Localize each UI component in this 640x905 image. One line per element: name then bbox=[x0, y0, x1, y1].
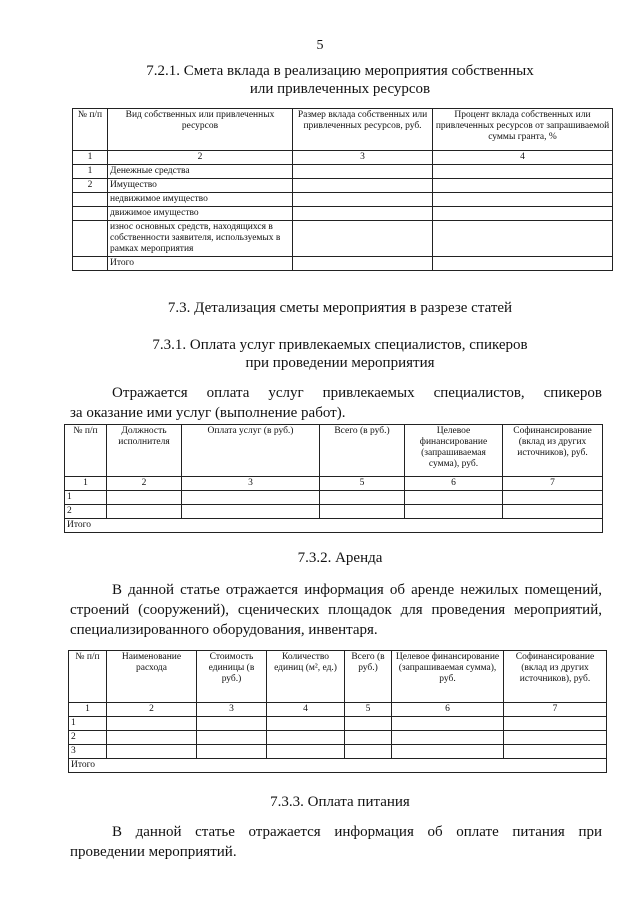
resource-type: Денежные средства bbox=[108, 165, 293, 179]
total-label: Итого bbox=[108, 257, 293, 271]
table-cell bbox=[107, 717, 197, 731]
section-73-title: 7.3. Детализация сметы мероприятия в разрезе статей bbox=[167, 300, 513, 316]
paragraph-line: В данной статье отражается информация об оплате питания при bbox=[112, 824, 602, 840]
table-cell bbox=[197, 731, 267, 745]
column-header: Целевое финансирование (запрашиваемая сумма), руб. bbox=[392, 651, 504, 703]
table-total-row bbox=[65, 519, 603, 533]
contribution-percent bbox=[433, 193, 613, 207]
column-number: 3 bbox=[182, 477, 320, 491]
column-number: 2 bbox=[107, 477, 182, 491]
column-number: 1 bbox=[69, 703, 107, 717]
numbering-row bbox=[73, 151, 613, 165]
table-cell bbox=[392, 717, 504, 731]
table-row bbox=[69, 731, 607, 745]
table-cell bbox=[345, 717, 392, 731]
column-header: Софинансирование (вклад из других источников), руб. bbox=[503, 425, 603, 477]
page-number: 5 bbox=[316, 38, 324, 53]
table-cell bbox=[182, 505, 320, 519]
column-header: Оплата услуг (в руб.) bbox=[182, 425, 320, 477]
column-number: 5 bbox=[320, 477, 405, 491]
column-number: 3 bbox=[197, 703, 267, 717]
table-row bbox=[73, 179, 613, 193]
contribution-percent bbox=[433, 179, 613, 193]
column-number: 1 bbox=[65, 477, 107, 491]
contribution-amount bbox=[293, 221, 433, 257]
section-732-title: 7.3.2. Аренда bbox=[297, 550, 383, 566]
resource-type: недвижимое имущество bbox=[108, 193, 293, 207]
row-number: 3 bbox=[69, 745, 107, 759]
paragraph-line: строений (сооружений), сценических площадок для проведения мероприятий, специализированного оборудования, инвентаря. bbox=[70, 602, 602, 638]
numbering-row bbox=[65, 477, 603, 491]
table-cell bbox=[504, 745, 607, 759]
row-number bbox=[73, 193, 108, 207]
section-721-title-line2: или привлеченных ресурсов bbox=[249, 81, 431, 97]
paragraph-line: В данной статье отражается информация об аренде нежилых помещений, bbox=[112, 582, 602, 598]
section-721-title bbox=[60, 62, 620, 98]
section-731-title-line1: 7.3.1. Оплата услуг привлекаемых специалистов, спикеров bbox=[152, 337, 528, 353]
row-number bbox=[73, 207, 108, 221]
table-cell bbox=[107, 745, 197, 759]
section-731-title bbox=[60, 336, 620, 372]
column-header: Наименование расхода bbox=[107, 651, 197, 703]
total-label: Итого bbox=[69, 759, 607, 773]
paragraph-line: Отражается оплата услуг привлекаемых специалистов, спикеров bbox=[112, 385, 602, 401]
specialists-table bbox=[64, 424, 603, 533]
column-number: 7 bbox=[504, 703, 607, 717]
column-header: Вид собственных или привлеченных ресурсов bbox=[108, 109, 293, 151]
table-cell bbox=[197, 745, 267, 759]
table-header-row bbox=[69, 651, 607, 703]
column-header: № п/п bbox=[65, 425, 107, 477]
column-number: 6 bbox=[392, 703, 504, 717]
table-row bbox=[65, 491, 603, 505]
table-cell bbox=[405, 491, 503, 505]
row-number bbox=[73, 221, 108, 257]
column-header: Количество единиц (м², ед.) bbox=[267, 651, 345, 703]
row-number: 2 bbox=[65, 505, 107, 519]
column-header: Процент вклада собственных или привлеченных ресурсов от запрашиваемой суммы гранта, % bbox=[433, 109, 613, 151]
rent-table bbox=[68, 650, 607, 773]
table-cell bbox=[345, 745, 392, 759]
table-cell bbox=[392, 731, 504, 745]
table-cell bbox=[320, 491, 405, 505]
resource-type: движимое имущество bbox=[108, 207, 293, 221]
paragraph-line: проведении мероприятий. bbox=[70, 844, 237, 860]
table-cell bbox=[392, 745, 504, 759]
section-733-paragraph bbox=[70, 822, 602, 862]
table-cell bbox=[504, 717, 607, 731]
total-label: Итого bbox=[65, 519, 603, 533]
table-cell bbox=[182, 491, 320, 505]
contribution-amount bbox=[293, 207, 433, 221]
table-row bbox=[65, 505, 603, 519]
column-header: Стоимость единицы (в руб.) bbox=[197, 651, 267, 703]
column-number: 4 bbox=[433, 151, 613, 165]
column-number: 2 bbox=[107, 703, 197, 717]
table-cell bbox=[503, 491, 603, 505]
column-number: 4 bbox=[267, 703, 345, 717]
section-731-title-line2: при проведении мероприятия bbox=[245, 355, 435, 371]
table-cell bbox=[504, 731, 607, 745]
table-cell bbox=[267, 731, 345, 745]
row-number: 1 bbox=[69, 717, 107, 731]
table-row bbox=[69, 745, 607, 759]
row-number: 2 bbox=[73, 179, 108, 193]
table-cell bbox=[267, 745, 345, 759]
column-number: 7 bbox=[503, 477, 603, 491]
table-row bbox=[73, 165, 613, 179]
column-header: Всего (в руб.) bbox=[320, 425, 405, 477]
table-row bbox=[73, 221, 613, 257]
column-header: Всего (в руб.) bbox=[345, 651, 392, 703]
table-cell bbox=[267, 717, 345, 731]
column-number: 5 bbox=[345, 703, 392, 717]
column-number: 3 bbox=[293, 151, 433, 165]
contribution-amount bbox=[293, 193, 433, 207]
column-header: № п/п bbox=[73, 109, 108, 151]
table-cell bbox=[197, 717, 267, 731]
resource-type: Имущество bbox=[108, 179, 293, 193]
table-row bbox=[73, 193, 613, 207]
column-header: Размер вклада собственных или привлеченных ресурсов, руб. bbox=[293, 109, 433, 151]
table-cell bbox=[107, 731, 197, 745]
column-header: № п/п bbox=[69, 651, 107, 703]
table-cell bbox=[405, 505, 503, 519]
contribution-percent bbox=[433, 257, 613, 271]
column-number: 6 bbox=[405, 477, 503, 491]
contribution-amount bbox=[293, 179, 433, 193]
table-header-row bbox=[73, 109, 613, 151]
column-header: Софинансирование (вклад из других источников), руб. bbox=[504, 651, 607, 703]
column-number: 2 bbox=[108, 151, 293, 165]
paragraph-line: за оказание ими услуг (выполнение работ). bbox=[70, 405, 346, 421]
table-row bbox=[69, 717, 607, 731]
row-number: 1 bbox=[73, 165, 108, 179]
contribution-amount bbox=[293, 165, 433, 179]
contribution-percent bbox=[433, 207, 613, 221]
table-cell bbox=[345, 731, 392, 745]
table-cell bbox=[503, 505, 603, 519]
table-header-row bbox=[65, 425, 603, 477]
table-cell bbox=[107, 505, 182, 519]
table-cell bbox=[320, 505, 405, 519]
section-731-paragraph bbox=[70, 383, 602, 423]
contribution-percent bbox=[433, 165, 613, 179]
section-733-title: 7.3.3. Оплата питания bbox=[270, 794, 410, 810]
numbering-row bbox=[69, 703, 607, 717]
resource-type: износ основных средств, находящихся в собственности заявителя, используемых в рамках мероприятия bbox=[108, 221, 293, 257]
table-cell bbox=[107, 491, 182, 505]
contribution-amount bbox=[293, 257, 433, 271]
resources-table bbox=[72, 108, 613, 271]
column-number: 1 bbox=[73, 151, 108, 165]
contribution-percent bbox=[433, 221, 613, 257]
section-721-title-line1: 7.2.1. Смета вклада в реализацию мероприятия собственных bbox=[146, 63, 534, 79]
section-732-paragraph bbox=[70, 580, 602, 640]
table-row bbox=[73, 207, 613, 221]
column-header: Должность исполнителя bbox=[107, 425, 182, 477]
row-number bbox=[73, 257, 108, 271]
table-total-row bbox=[69, 759, 607, 773]
column-header: Целевое финансирование (запрашиваемая сумма), руб. bbox=[405, 425, 503, 477]
row-number: 1 bbox=[65, 491, 107, 505]
row-number: 2 bbox=[69, 731, 107, 745]
table-total-row bbox=[73, 257, 613, 271]
